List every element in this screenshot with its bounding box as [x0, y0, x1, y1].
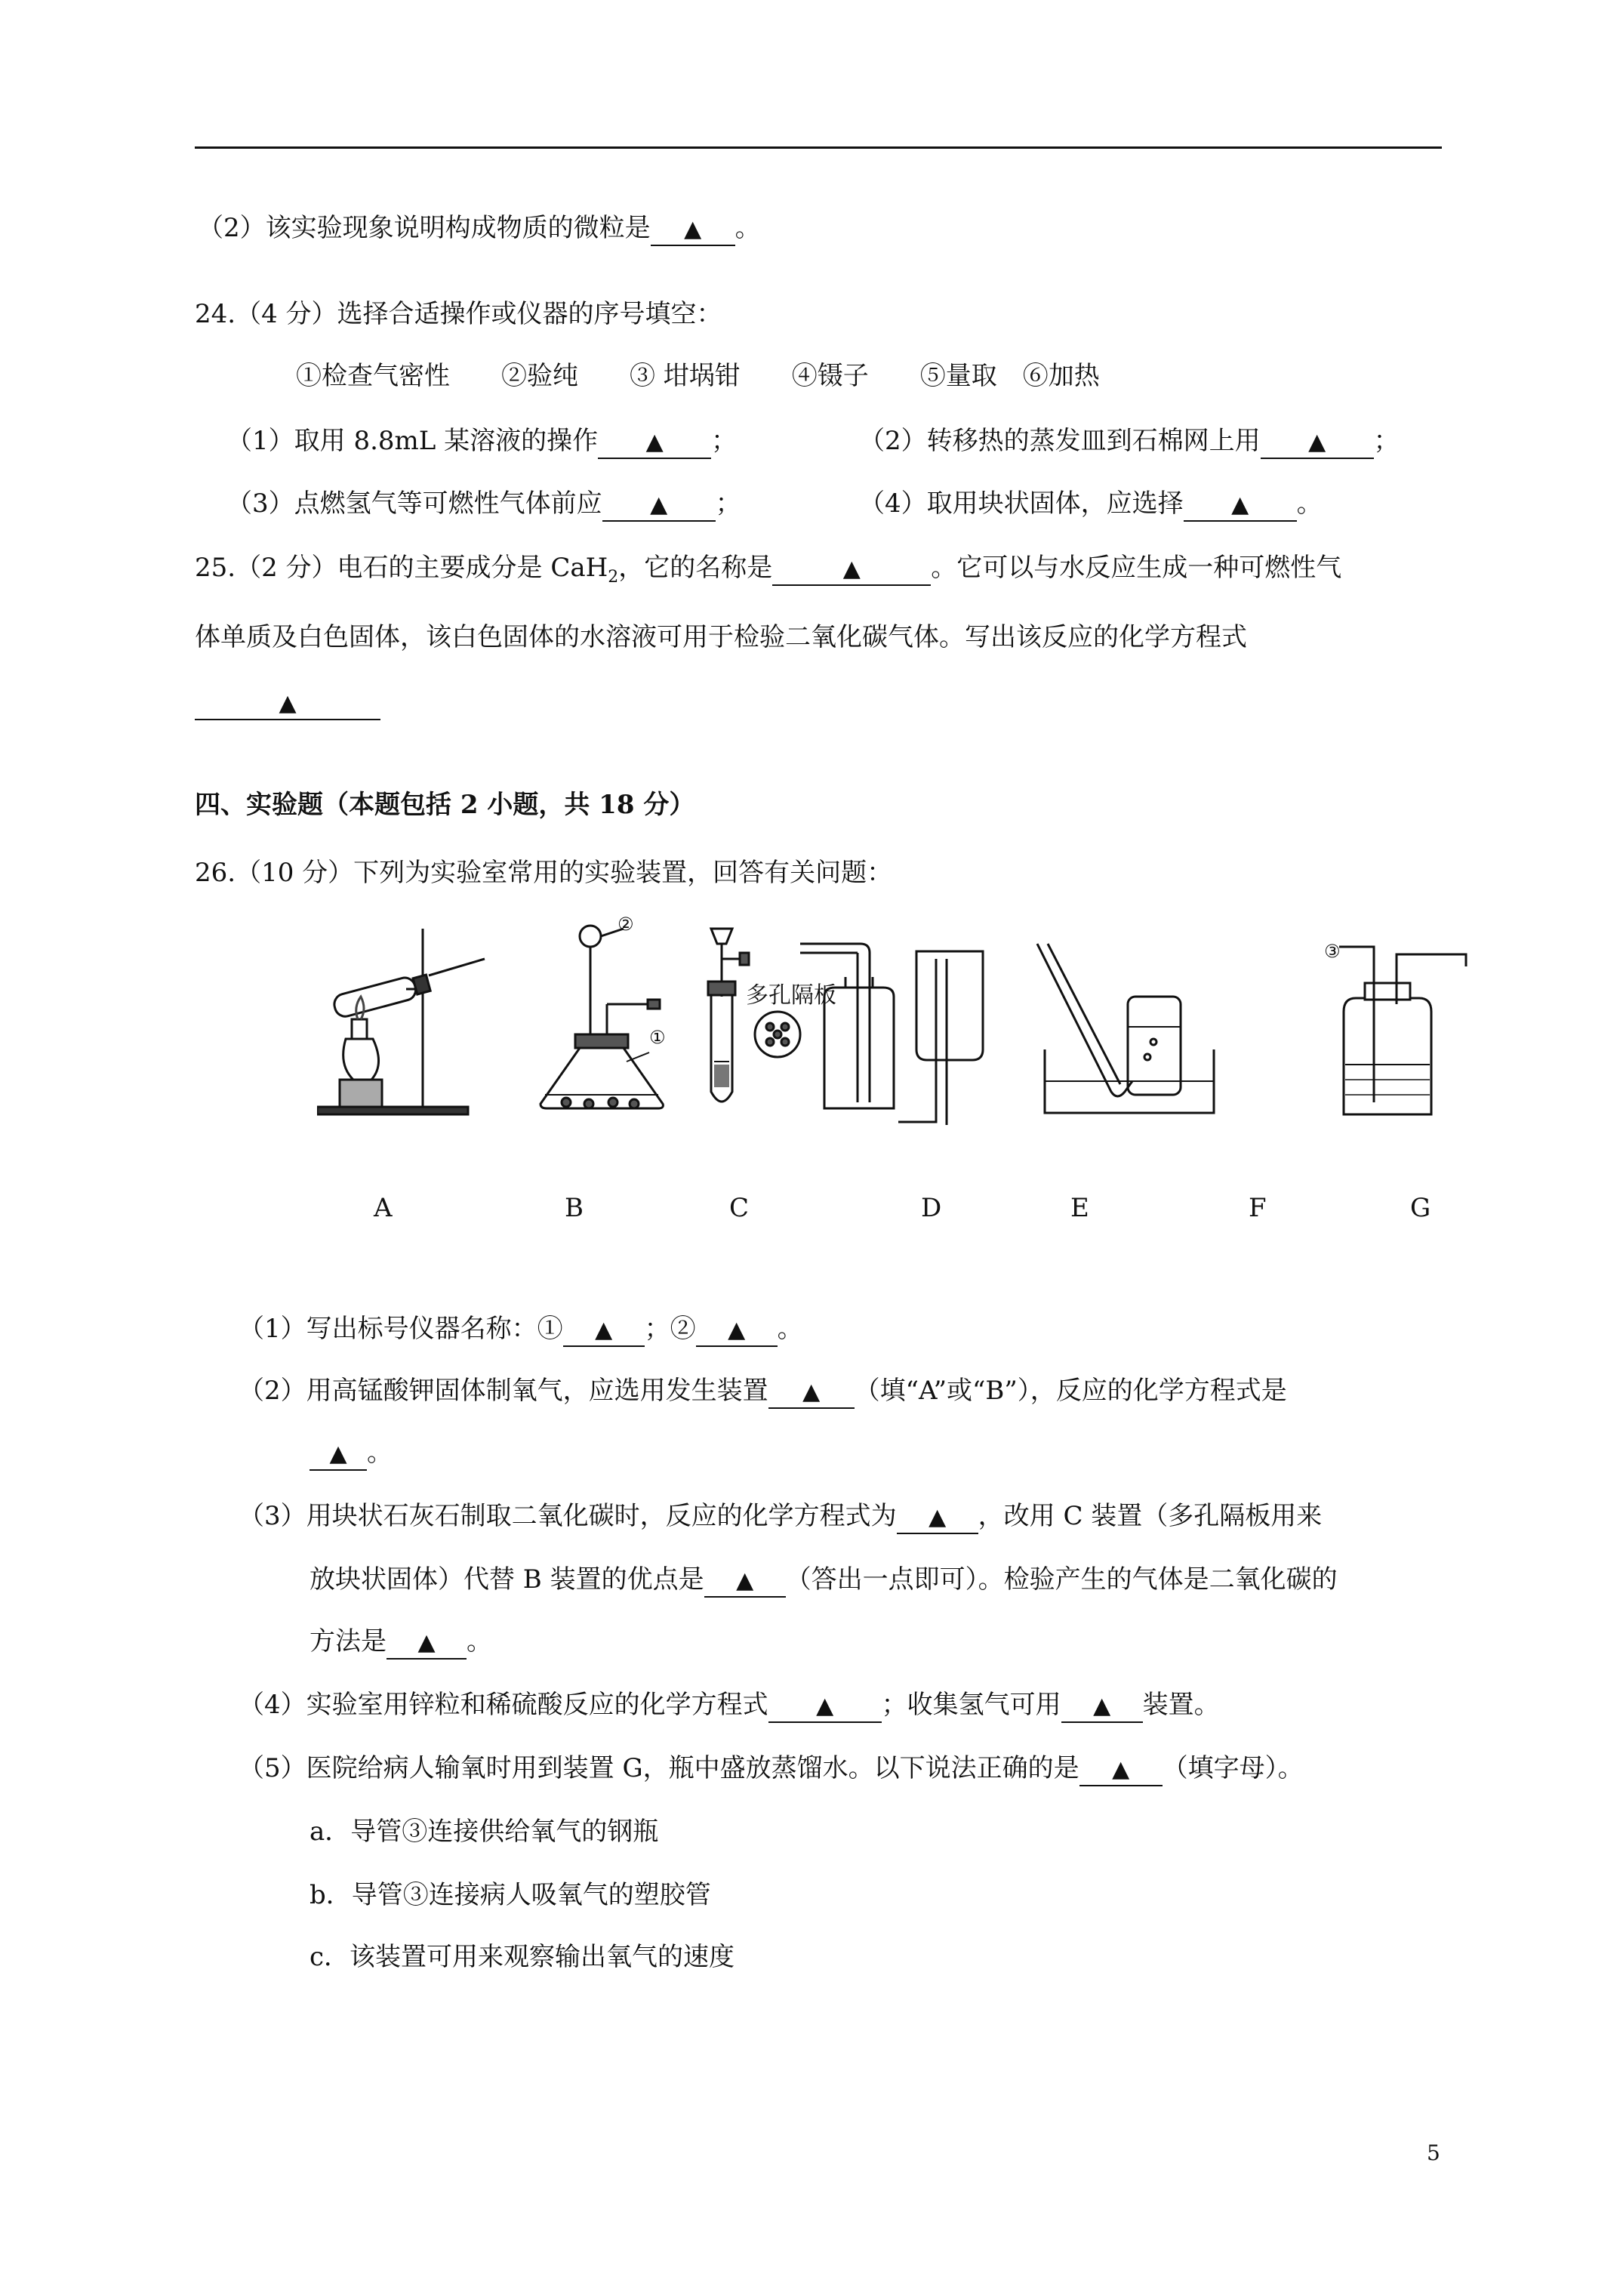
apparatus-e — [898, 951, 983, 1125]
q26-part3-cont: 放块状固体）代替 B 装置的优点是 ▲ （答出一点即可）。检验产生的气体是二氧化碳的 — [310, 1561, 1338, 1598]
option-a: a．导管③连接供给氧气的钢瓶 — [310, 1817, 659, 1847]
q24-part1: （1）取用 8.8mL 某溶液的操作 ▲ ； — [226, 423, 737, 459]
apparatus-c — [708, 929, 836, 1102]
q25-equation-line — [195, 684, 380, 720]
q24-part3: （3）点燃氢气等可燃性气体前应 ▲ ； — [226, 485, 741, 522]
answer-blank[interactable]: ▲ — [651, 213, 735, 246]
label-b: B — [565, 1193, 584, 1223]
answer-blank[interactable]: ▲ — [387, 1626, 467, 1660]
answer-blank[interactable]: ▲ — [772, 553, 931, 586]
answer-blank[interactable]: ▲ — [602, 488, 716, 522]
apparatus-figure — [317, 914, 1472, 1125]
q26-part5: （5）医院给病人输氧时用到装置 G，瓶中盛放蒸馏水。以下说法正确的是 ▲ （填字母）。 — [239, 1750, 1304, 1786]
label-c: C — [729, 1193, 750, 1223]
svg-text:①: ① — [649, 1027, 666, 1048]
svg-text:③: ③ — [1324, 941, 1341, 962]
q24-part4: （4）取用块状固体，应选择 ▲ 。 — [859, 485, 1323, 522]
section-title: 四、实验题（本题包括 2 小题，共 18 分） — [195, 790, 695, 820]
q26-part3-cont2: 方法是 ▲ 。 — [310, 1623, 492, 1660]
porous-plate-label: 多孔隔板 — [746, 982, 836, 1009]
q26-part2-cont: ▲ 。 — [310, 1435, 393, 1471]
answer-blank[interactable]: ▲ — [1184, 488, 1297, 522]
q24-part2: （2）转移热的蒸发皿到石棉网上用 ▲ ； — [859, 423, 1400, 459]
q26-stem: 26.（10 分）下列为实验室常用的实验装置，回答有关问题： — [195, 858, 893, 888]
q24-options: ①检查气密性 ②验纯 ③ 坩埚钳 ④镊子 ⑤量取 ⑥加热 — [296, 361, 1100, 391]
label-d: D — [921, 1193, 942, 1223]
answer-blank[interactable]: ▲ — [310, 1438, 367, 1471]
answer-blank[interactable]: ▲ — [897, 1501, 978, 1534]
label-e: E — [1070, 1193, 1089, 1223]
q26-part1: （1）写出标号仪器名称：① ▲ ；② ▲ 。 — [239, 1311, 803, 1347]
option-c: c．该装置可用来观察输出氧气的速度 — [310, 1942, 735, 1972]
svg-text:②: ② — [617, 914, 634, 935]
answer-blank[interactable]: ▲ — [1079, 1753, 1163, 1786]
apparatus-a — [317, 929, 485, 1114]
answer-blank[interactable]: ▲ — [1261, 426, 1374, 459]
label-f: F — [1249, 1193, 1267, 1223]
answer-blank[interactable]: ▲ — [598, 426, 711, 459]
label-a: A — [374, 1193, 393, 1223]
answer-blank[interactable]: ▲ — [704, 1564, 786, 1598]
answer-blank[interactable]: ▲ — [563, 1314, 645, 1347]
q25-line2: 体单质及白色固体，该白色固体的水溶液可用于检验二氧化碳气体。写出该反应的化学方程式 — [195, 622, 1247, 652]
answer-blank[interactable]: ▲ — [768, 1690, 882, 1723]
q24-stem: 24.（4 分）选择合适操作或仪器的序号填空： — [195, 299, 722, 329]
q26-part2: （2）用高锰酸钾固体制氧气，应选用发生装置 ▲ （填“A”或“B”），反应的化学方程式是 — [239, 1373, 1287, 1409]
apparatus-g — [1324, 941, 1466, 1114]
label-g: G — [1410, 1193, 1431, 1223]
answer-blank[interactable]: ▲ — [1061, 1690, 1143, 1723]
answer-blank[interactable]: ▲ — [768, 1376, 855, 1409]
apparatus-f — [1037, 944, 1214, 1113]
option-b: b．导管③连接病人吸氧气的塑胶管 — [310, 1880, 711, 1910]
apparatus-b — [540, 914, 666, 1108]
q23-part2: （2）该实验现象说明构成物质的微粒是 ▲ 。 — [198, 210, 761, 246]
answer-blank[interactable]: ▲ — [696, 1314, 778, 1347]
answer-blank[interactable]: ▲ — [195, 687, 380, 720]
q26-part3: （3）用块状石灰石制取二氧化碳时，反应的化学方程式为 ▲ ，改用 C 装置（多孔隔板用来 — [239, 1498, 1322, 1534]
q25-line1: 25.（2 分）电石的主要成分是 CaH$_2$，它的名称是 ▲ 。它可以与水反应生成一种可燃性气 — [195, 553, 1342, 587]
apparatus-d — [800, 944, 894, 1108]
header-rule — [195, 146, 1442, 149]
page-number: 5 — [1427, 2140, 1440, 2165]
q26-part4: （4）实验室用锌粒和稀硫酸反应的化学方程式 ▲ ；收集氢气可用 ▲ 装置。 — [239, 1687, 1220, 1723]
